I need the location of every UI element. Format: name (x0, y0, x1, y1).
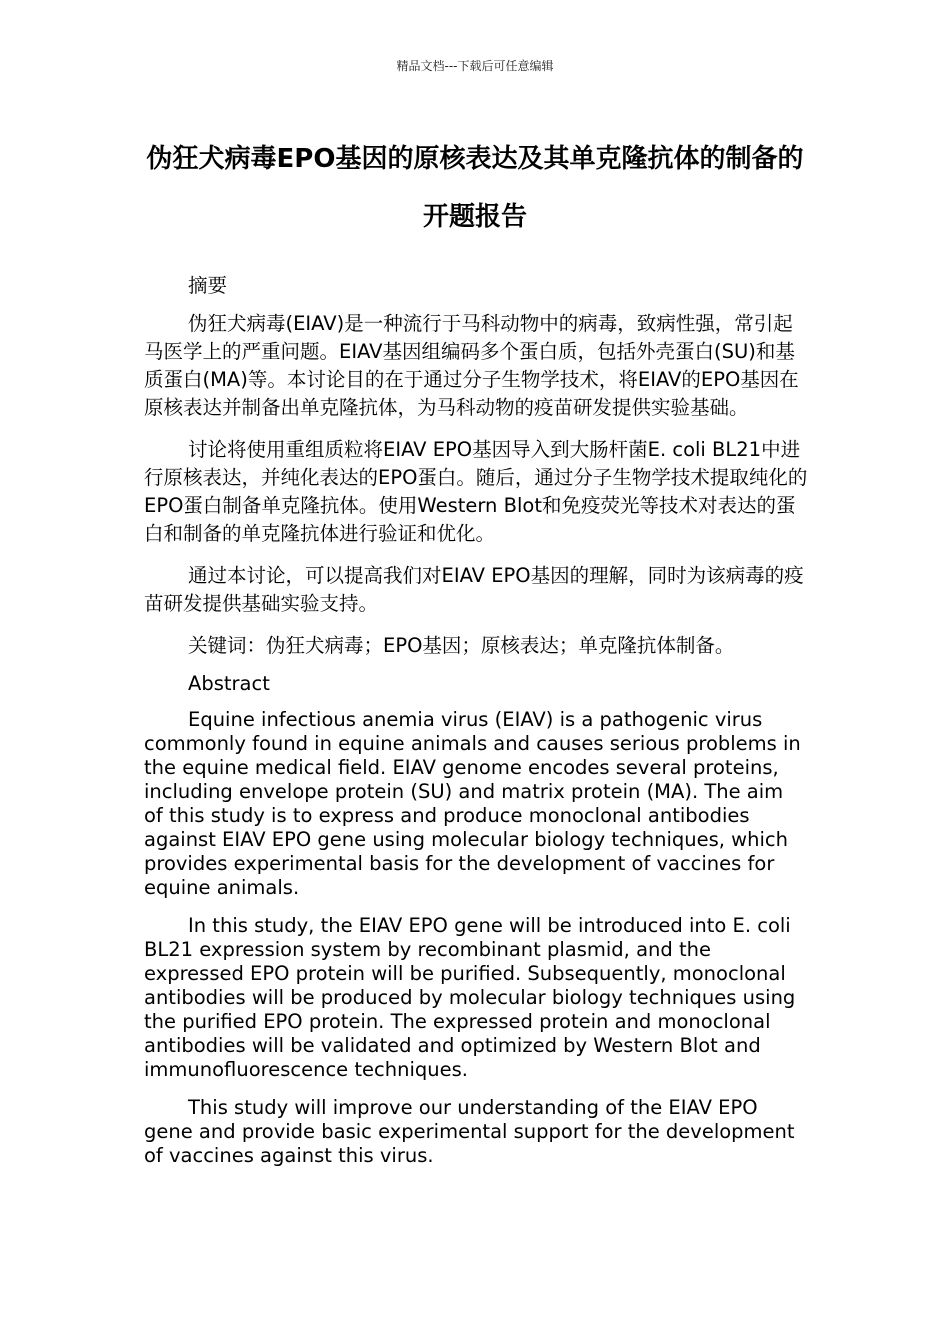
page-header-note: 精品文档---下载后可任意编辑 (396, 59, 554, 73)
abstract-cn-paragraph-1: 伪狂犬病毒(EIAV)是一种流行于马科动物中的病毒，致病性强，常引起马医学上的严重问题。EIAV基因组编码多个蛋白质，包括外壳蛋白(SU)和基质蛋白(MA)等。本讨论目的在于通过分子生物学技术，将EIAV的EPO基因在原核表达并制备出单克隆抗体，为马科动物的疫苗研发提供实验基础。 (144, 312, 799, 419)
keywords-cn: 关键词：伪狂犬病毒；EPO基因；原核表达；单克隆抗体制备。 (188, 634, 735, 657)
abstract-en-paragraph-1: Equine infectious anemia virus (EIAV) is a pathogenic virus commonly found in equine animals and causes serious problems in the equine medical field. EIAV genome encodes several proteins, including envelope protein (SU) and matrix protein (MA). The aim of this study is to express and produce monoclonal antibodies against EIAV EPO gene using molecular biology techniques, which provides experimental basis for the development of vaccines for equine animals. (144, 708, 801, 899)
abstract-en-heading: Abstract (188, 672, 270, 695)
abstract-cn-paragraph-2: 讨论将使用重组质粒将EIAV EPO基因导入到大肠杆菌E. coli BL21中进行原核表达，并纯化表达的EPO蛋白。随后，通过分子生物学技术提取纯化的EPO蛋白制备单克隆抗体。使用Western Blot和免疫荧光等技术对表达的蛋白和制备的单克隆抗体进行验证和优化。 (144, 438, 808, 545)
document-title: 伪狂犬病毒EPO基因的原核表达及其单克隆抗体的制备的开题报告 (146, 144, 804, 232)
abstract-cn-paragraph-3: 通过本讨论，可以提高我们对EIAV EPO基因的理解，同时为该病毒的疫苗研发提供基础实验支持。 (144, 564, 804, 615)
abstract-en-paragraph-3: This study will improve our understanding of the EIAV EPO gene and provide basic experimental support for the development of vaccines against this virus. (144, 1096, 795, 1167)
document-body (144, 272, 808, 1182)
abstract-en-paragraph-2: In this study, the EIAV EPO gene will be introduced into E. coli BL21 expression system by recombinant plasmid, and the expressed EPO protein will be purified. Subsequently, monoclonal antibodies will be produced by molecular biology techniques using the purified EPO protein. The expressed protein and monoclonal antibodies will be validated and optimized by Western Blot and immunofluorescence techniques. (144, 914, 796, 1081)
abstract-cn-heading: 摘要 (188, 274, 228, 297)
